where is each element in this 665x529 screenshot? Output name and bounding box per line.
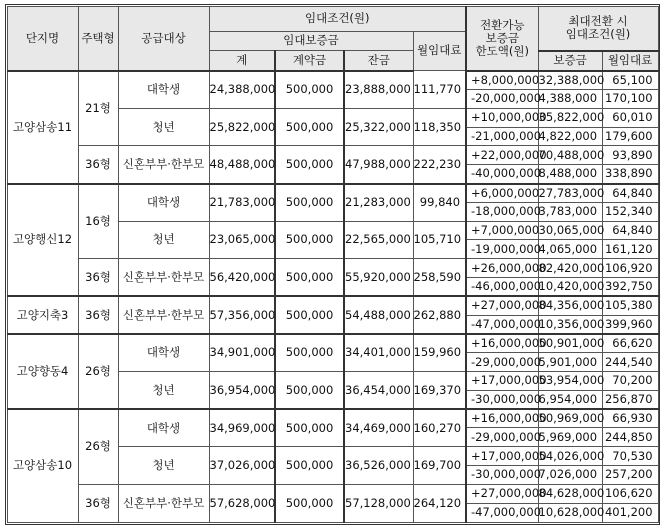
cell-contract: 500,000 [275, 221, 344, 259]
cell-convertible: +10,000,000 [466, 108, 538, 127]
cell-max-deposit: 84,628,000 [538, 484, 602, 503]
cell-max-rent: 256,870 [602, 390, 658, 409]
cell-max-deposit: 4,822,000 [538, 127, 602, 146]
cell-max-rent: 70,530 [602, 447, 658, 466]
cell-convertible: +17,000,000 [466, 447, 538, 466]
cell-max-deposit: 54,026,000 [538, 447, 602, 466]
cell-target: 청년 [118, 108, 209, 146]
cell-balance: 36,526,000 [344, 447, 413, 485]
table-row [7, 71, 658, 90]
cell-contract: 500,000 [275, 484, 344, 522]
cell-max-rent: 105,380 [602, 296, 658, 315]
cell-monthly-rent: 169,370 [413, 372, 466, 410]
cell-max-deposit: 8,488,000 [538, 165, 602, 184]
cell-contract: 500,000 [275, 334, 344, 372]
cell-max-deposit: 70,488,000 [538, 146, 602, 165]
cell-target: 청년 [118, 221, 209, 259]
cell-convertible: -18,000,000 [466, 202, 538, 221]
cell-complex: 고양행신12 [7, 184, 78, 297]
cell-monthly-rent: 105,710 [413, 221, 466, 259]
table-row [7, 334, 658, 353]
cell-unit-type: 36형 [78, 146, 118, 184]
cell-balance: 34,469,000 [344, 409, 413, 447]
header-deposit: 임대보증금 [209, 31, 413, 51]
cell-total: 37,026,000 [209, 447, 275, 485]
cell-total: 34,969,000 [209, 409, 275, 447]
cell-max-rent: 106,620 [602, 484, 658, 503]
cell-balance: 23,888,000 [344, 71, 413, 109]
cell-balance: 34,401,000 [344, 334, 413, 372]
cell-convertible: -46,000,000 [466, 278, 538, 297]
cell-monthly-rent: 258,590 [413, 259, 466, 297]
cell-balance: 21,283,000 [344, 184, 413, 222]
cell-max-deposit: 50,969,000 [538, 409, 602, 428]
cell-max-rent: 244,540 [602, 353, 658, 372]
cell-max-rent: 152,340 [602, 202, 658, 221]
cell-max-rent: 65,100 [602, 71, 658, 90]
cell-max-deposit: 4,065,000 [538, 240, 602, 259]
cell-total: 25,822,000 [209, 108, 275, 146]
cell-convertible: +26,000,000 [466, 259, 538, 278]
cell-target: 신혼부부·한부모 [118, 484, 209, 522]
header-target: 공급대상 [118, 6, 209, 71]
cell-unit-type: 36형 [78, 259, 118, 297]
table-row [7, 184, 658, 203]
cell-convertible: +17,000,000 [466, 372, 538, 391]
header-total: 계 [209, 51, 275, 71]
cell-max-rent: 338,890 [602, 165, 658, 184]
cell-convertible: -47,000,000 [466, 503, 538, 522]
header-max-rent: 월임대료 [602, 51, 658, 71]
cell-target: 대학생 [118, 409, 209, 447]
cell-max-rent: 399,960 [602, 315, 658, 334]
cell-monthly-rent: 99,840 [413, 184, 466, 222]
cell-unit-type: 21형 [78, 71, 118, 146]
cell-unit-type: 16형 [78, 184, 118, 259]
cell-convertible: -29,000,000 [466, 428, 538, 447]
cell-convertible: -19,000,000 [466, 240, 538, 259]
cell-target: 청년 [118, 372, 209, 410]
header-contract: 계약금 [275, 51, 344, 71]
header-monthly-rent: 월임대료 [413, 31, 466, 71]
cell-convertible: -20,000,000 [466, 90, 538, 109]
cell-max-deposit: 10,628,000 [538, 503, 602, 522]
cell-balance: 57,128,000 [344, 484, 413, 522]
cell-max-deposit: 5,901,000 [538, 353, 602, 372]
cell-monthly-rent: 264,120 [413, 484, 466, 522]
cell-convertible: +22,000,000 [466, 146, 538, 165]
cell-max-rent: 66,930 [602, 409, 658, 428]
cell-unit-type: 26형 [78, 409, 118, 484]
header-convertible-line2: 보증금 [485, 30, 519, 45]
cell-convertible: +7,000,000 [466, 221, 538, 240]
cell-contract: 500,000 [275, 71, 344, 109]
cell-total: 23,065,000 [209, 221, 275, 259]
cell-max-deposit: 10,420,000 [538, 278, 602, 297]
cell-convertible: +8,000,000 [466, 71, 538, 90]
header-max-conversion-line1: 최대전환 시 [568, 14, 628, 29]
cell-contract: 500,000 [275, 372, 344, 410]
cell-monthly-rent: 118,350 [413, 108, 466, 146]
cell-monthly-rent: 262,880 [413, 296, 466, 334]
cell-max-rent: 60,010 [602, 108, 658, 127]
cell-total: 57,356,000 [209, 296, 275, 334]
cell-convertible: -21,000,000 [466, 127, 538, 146]
cell-max-deposit: 4,388,000 [538, 90, 602, 109]
cell-max-deposit: 35,822,000 [538, 108, 602, 127]
cell-target: 청년 [118, 447, 209, 485]
cell-complex: 고양삼송11 [7, 71, 78, 184]
cell-max-rent: 392,750 [602, 278, 658, 297]
header-max-deposit: 보증금 [538, 51, 602, 71]
cell-max-deposit: 53,954,000 [538, 372, 602, 391]
cell-target: 대학생 [118, 334, 209, 372]
cell-max-rent: 70,200 [602, 372, 658, 391]
cell-balance: 54,488,000 [344, 296, 413, 334]
cell-total: 56,420,000 [209, 259, 275, 297]
header-unit-type: 주택형 [78, 6, 118, 71]
header-convertible-line1: 전환가능 [480, 17, 525, 32]
cell-max-deposit: 32,388,000 [538, 71, 602, 90]
header-max-conversion-line2: 임대조건(원) [565, 27, 631, 42]
cell-total: 34,901,000 [209, 334, 275, 372]
cell-contract: 500,000 [275, 447, 344, 485]
cell-balance: 22,565,000 [344, 221, 413, 259]
cell-convertible: +27,000,000 [466, 484, 538, 503]
cell-max-deposit: 50,901,000 [538, 334, 602, 353]
header-rent-terms: 임대조건(원) [209, 6, 466, 31]
cell-max-deposit: 82,420,000 [538, 259, 602, 278]
cell-balance: 47,988,000 [344, 146, 413, 184]
cell-balance: 55,920,000 [344, 259, 413, 297]
header-convertible [466, 6, 538, 71]
cell-contract: 500,000 [275, 259, 344, 297]
table-row [7, 409, 658, 428]
cell-max-deposit: 5,969,000 [538, 428, 602, 447]
cell-complex: 고양삼송10 [7, 409, 78, 522]
cell-max-deposit: 3,783,000 [538, 202, 602, 221]
table-row [7, 484, 658, 503]
cell-total: 21,783,000 [209, 184, 275, 222]
cell-convertible: +16,000,000 [466, 409, 538, 428]
cell-contract: 500,000 [275, 296, 344, 334]
cell-max-deposit: 7,026,000 [538, 465, 602, 484]
table-row [7, 296, 658, 315]
cell-complex: 고양지축3 [7, 296, 78, 334]
cell-monthly-rent: 169,700 [413, 447, 466, 485]
header-balance: 잔금 [344, 51, 413, 71]
cell-target: 신혼부부·한부모 [118, 259, 209, 297]
cell-convertible: -47,000,000 [466, 315, 538, 334]
cell-convertible: -30,000,000 [466, 390, 538, 409]
cell-max-rent: 170,100 [602, 90, 658, 109]
cell-contract: 500,000 [275, 146, 344, 184]
header-convertible-line3: 한도액(원) [475, 43, 529, 58]
cell-unit-type: 36형 [78, 296, 118, 334]
rent-table-frame [5, 4, 660, 525]
table-body [7, 6, 658, 522]
cell-monthly-rent: 222,230 [413, 146, 466, 184]
cell-convertible: +6,000,000 [466, 184, 538, 203]
cell-unit-type: 26형 [78, 334, 118, 409]
cell-max-rent: 106,920 [602, 259, 658, 278]
cell-total: 57,628,000 [209, 484, 275, 522]
cell-max-rent: 64,840 [602, 221, 658, 240]
cell-balance: 25,322,000 [344, 108, 413, 146]
cell-max-rent: 244,850 [602, 428, 658, 447]
cell-max-deposit: 84,356,000 [538, 296, 602, 315]
cell-max-rent: 161,120 [602, 240, 658, 259]
rent-table [7, 6, 659, 523]
cell-complex: 고양향동4 [7, 334, 78, 409]
cell-target: 대학생 [118, 71, 209, 109]
cell-balance: 36,454,000 [344, 372, 413, 410]
cell-convertible: -30,000,000 [466, 465, 538, 484]
table-row [7, 146, 658, 165]
cell-max-rent: 401,200 [602, 503, 658, 522]
table-row [7, 259, 658, 278]
cell-max-rent: 257,200 [602, 465, 658, 484]
cell-contract: 500,000 [275, 184, 344, 222]
header-complex: 단지명 [7, 6, 78, 71]
cell-max-rent: 93,890 [602, 146, 658, 165]
cell-target: 신혼부부·한부모 [118, 296, 209, 334]
cell-target: 대학생 [118, 184, 209, 222]
cell-contract: 500,000 [275, 108, 344, 146]
cell-max-deposit: 30,065,000 [538, 221, 602, 240]
cell-monthly-rent: 111,770 [413, 71, 466, 109]
cell-monthly-rent: 160,270 [413, 409, 466, 447]
cell-convertible: -40,000,000 [466, 165, 538, 184]
cell-max-rent: 64,840 [602, 184, 658, 203]
cell-max-rent: 179,600 [602, 127, 658, 146]
cell-unit-type: 36형 [78, 484, 118, 522]
cell-convertible: -29,000,000 [466, 353, 538, 372]
cell-convertible: +27,000,000 [466, 296, 538, 315]
cell-total: 36,954,000 [209, 372, 275, 410]
cell-max-deposit: 27,783,000 [538, 184, 602, 203]
cell-max-deposit: 10,356,000 [538, 315, 602, 334]
header-max-conversion [538, 6, 658, 51]
cell-convertible: +16,000,000 [466, 334, 538, 353]
cell-total: 48,488,000 [209, 146, 275, 184]
cell-contract: 500,000 [275, 409, 344, 447]
cell-target: 신혼부부·한부모 [118, 146, 209, 184]
cell-total: 24,388,000 [209, 71, 275, 109]
cell-max-deposit: 6,954,000 [538, 390, 602, 409]
cell-monthly-rent: 159,960 [413, 334, 466, 372]
cell-max-rent: 66,620 [602, 334, 658, 353]
